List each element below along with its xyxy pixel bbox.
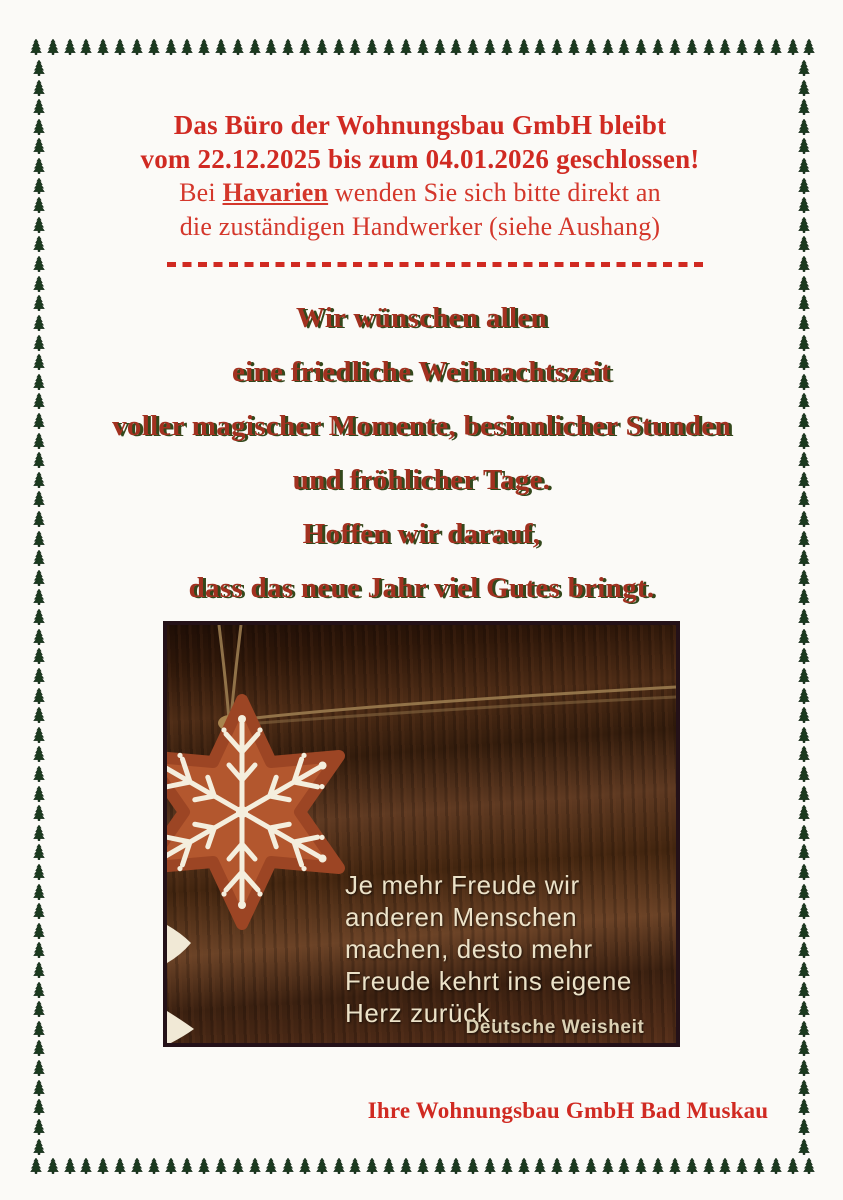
fir-tree-icon (434, 39, 446, 56)
fir-tree-icon (114, 39, 126, 56)
fir-tree-icon (400, 39, 412, 56)
fir-tree-icon (753, 39, 765, 56)
fir-tree-icon (798, 138, 810, 155)
fir-tree-icon (215, 1158, 227, 1175)
fir-tree-icon (450, 39, 462, 56)
tree-border-bottom (30, 1158, 816, 1175)
fir-tree-icon (798, 256, 810, 273)
fir-tree-icon (798, 786, 810, 803)
fir-tree-icon (249, 1158, 261, 1175)
fir-tree-icon (33, 766, 45, 783)
fir-tree-icon (686, 1158, 698, 1175)
fir-tree-icon (33, 864, 45, 881)
quote-line: machen, desto mehr (345, 934, 593, 964)
fir-tree-icon (798, 727, 810, 744)
fir-tree-icon (33, 786, 45, 803)
notice-line-3-prefix: Bei (179, 178, 223, 207)
fir-tree-icon (798, 197, 810, 214)
fir-tree-icon (798, 805, 810, 822)
fir-tree-icon (484, 1158, 496, 1175)
fir-tree-icon (383, 39, 395, 56)
fir-tree-icon (33, 844, 45, 861)
quote-line: Je mehr Freude wir (345, 870, 580, 900)
fir-tree-icon (736, 39, 748, 56)
fir-tree-icon (798, 668, 810, 685)
fir-tree-icon (551, 39, 563, 56)
dashed-divider (167, 262, 708, 267)
fir-tree-icon (316, 39, 328, 56)
fir-tree-icon (148, 39, 160, 56)
fir-tree-icon (450, 1158, 462, 1175)
fir-tree-icon (417, 1158, 429, 1175)
fir-tree-icon (165, 39, 177, 56)
wish-line: voller magischer Momente, besinnlicher Stunden (112, 410, 731, 442)
fir-tree-icon (33, 158, 45, 175)
fir-tree-icon (798, 629, 810, 646)
fir-tree-icon (131, 39, 143, 56)
fir-tree-icon (33, 276, 45, 293)
fir-tree-icon (33, 1001, 45, 1018)
quote-line: Herz zurück. (345, 998, 499, 1028)
fir-tree-icon (232, 39, 244, 56)
fir-tree-icon (33, 1040, 45, 1057)
fir-tree-icon (47, 39, 59, 56)
fir-tree-icon (33, 60, 45, 77)
fir-tree-icon (417, 39, 429, 56)
fir-tree-icon (265, 1158, 277, 1175)
fir-tree-icon (787, 1158, 799, 1175)
notice-line-2: vom 22.12.2025 bis zum 04.01.2026 geschlossen! (140, 144, 700, 174)
fir-tree-icon (33, 629, 45, 646)
fir-tree-icon (434, 1158, 446, 1175)
fir-tree-icon (33, 962, 45, 979)
fir-tree-icon (798, 80, 810, 97)
fir-tree-icon (736, 1158, 748, 1175)
fir-tree-icon (719, 1158, 731, 1175)
fir-tree-icon (686, 39, 698, 56)
signature-line: Ihre Wohnungsbau GmbH Bad Muskau (367, 1098, 769, 1123)
fir-tree-icon (669, 1158, 681, 1175)
quote-attribution: Deutsche Weisheit (465, 1017, 645, 1038)
fir-tree-icon (131, 1158, 143, 1175)
fir-tree-icon (585, 1158, 597, 1175)
fir-tree-icon (770, 39, 782, 56)
fir-tree-icon (33, 1139, 45, 1156)
fir-tree-icon (703, 39, 715, 56)
closure-notice (60, 108, 780, 244)
holiday-wishes (40, 302, 803, 626)
fir-tree-icon (798, 648, 810, 665)
fir-tree-icon (33, 825, 45, 842)
quote-line: Freude kehrt ins eigene (345, 966, 632, 996)
fir-tree-icon (33, 805, 45, 822)
fir-tree-icon (798, 864, 810, 881)
fir-tree-icon (798, 236, 810, 253)
fir-tree-icon (148, 1158, 160, 1175)
fir-tree-icon (798, 1021, 810, 1038)
fir-tree-icon (803, 39, 815, 56)
notice-line-3-suffix: wenden Sie sich bitte direkt an (328, 178, 661, 207)
fir-tree-icon (333, 39, 345, 56)
fir-tree-icon (33, 1099, 45, 1116)
fir-tree-icon (798, 119, 810, 136)
fir-tree-icon (635, 39, 647, 56)
fir-tree-icon (282, 39, 294, 56)
fir-tree-icon (33, 688, 45, 705)
fir-tree-icon (33, 217, 45, 234)
fir-tree-icon (299, 1158, 311, 1175)
fir-tree-icon (602, 1158, 614, 1175)
fir-tree-icon (467, 39, 479, 56)
fir-tree-icon (798, 1040, 810, 1057)
fir-tree-icon (30, 1158, 42, 1175)
fir-tree-icon (198, 1158, 210, 1175)
fir-tree-icon (518, 39, 530, 56)
fir-tree-icon (798, 99, 810, 116)
fir-tree-icon (798, 903, 810, 920)
notice-line-1: Das Büro der Wohnungsbau GmbH bleibt (173, 110, 667, 140)
fir-tree-icon (366, 1158, 378, 1175)
notice-line-3 (60, 176, 780, 210)
fir-tree-icon (232, 1158, 244, 1175)
fir-tree-icon (33, 648, 45, 665)
fir-tree-icon (97, 39, 109, 56)
fir-tree-icon (33, 727, 45, 744)
fir-tree-icon (798, 923, 810, 940)
quote-text (345, 869, 675, 1029)
fir-tree-icon (249, 39, 261, 56)
fir-tree-icon (33, 119, 45, 136)
fir-tree-icon (798, 766, 810, 783)
fir-tree-icon (181, 1158, 193, 1175)
fir-tree-icon (80, 39, 92, 56)
fir-tree-icon (798, 688, 810, 705)
fir-tree-icon (383, 1158, 395, 1175)
wish-line: Wir wünschen allen (296, 302, 547, 334)
fir-tree-icon (568, 39, 580, 56)
fir-tree-icon (400, 1158, 412, 1175)
fir-tree-icon (467, 1158, 479, 1175)
fir-tree-icon (33, 99, 45, 116)
fir-tree-icon (798, 1139, 810, 1156)
fir-tree-icon (585, 39, 597, 56)
fir-tree-icon (30, 39, 42, 56)
fir-tree-icon (798, 825, 810, 842)
fir-tree-icon (798, 1119, 810, 1136)
wish-line: und fröhlicher Tage. (292, 464, 551, 496)
fir-tree-icon (798, 178, 810, 195)
fir-tree-icon (618, 1158, 630, 1175)
fir-tree-icon (534, 1158, 546, 1175)
fir-tree-icon (798, 1080, 810, 1097)
wish-line: dass das neue Jahr viel Gutes bringt. (188, 572, 655, 604)
fir-tree-icon (501, 1158, 513, 1175)
fir-tree-icon (64, 39, 76, 56)
fir-tree-icon (652, 1158, 664, 1175)
fir-tree-icon (787, 39, 799, 56)
fir-tree-icon (33, 903, 45, 920)
fir-tree-icon (798, 844, 810, 861)
fir-tree-icon (33, 1080, 45, 1097)
fir-tree-icon (33, 982, 45, 999)
fir-tree-icon (798, 962, 810, 979)
fir-tree-icon (33, 884, 45, 901)
fir-tree-icon (798, 1099, 810, 1116)
fir-tree-icon (33, 668, 45, 685)
fir-tree-icon (798, 707, 810, 724)
fir-tree-icon (618, 39, 630, 56)
quote-line: anderen Menschen (345, 902, 578, 932)
fir-tree-icon (798, 158, 810, 175)
fir-tree-icon (798, 1001, 810, 1018)
fir-tree-icon (349, 39, 361, 56)
fir-tree-icon (33, 236, 45, 253)
fir-tree-icon (703, 1158, 715, 1175)
fir-tree-icon (366, 39, 378, 56)
fir-tree-icon (114, 1158, 126, 1175)
fir-tree-icon (299, 39, 311, 56)
fir-tree-icon (265, 39, 277, 56)
fir-tree-icon (33, 1119, 45, 1136)
fir-tree-icon (568, 1158, 580, 1175)
fir-tree-icon (518, 1158, 530, 1175)
fir-tree-icon (798, 1060, 810, 1077)
fir-tree-icon (33, 1021, 45, 1038)
fir-tree-icon (33, 138, 45, 155)
fir-tree-icon (33, 80, 45, 97)
fir-tree-icon (165, 1158, 177, 1175)
fir-tree-icon (798, 746, 810, 763)
christmas-quote-photo (163, 621, 680, 1047)
notice-line-4: die zuständigen Handwerker (siehe Aushang) (179, 212, 661, 241)
fir-tree-icon (753, 1158, 765, 1175)
fir-tree-icon (33, 942, 45, 959)
fir-tree-icon (484, 39, 496, 56)
fir-tree-icon (798, 217, 810, 234)
fir-tree-icon (316, 1158, 328, 1175)
fir-tree-icon (33, 746, 45, 763)
fir-tree-icon (33, 707, 45, 724)
fir-tree-icon (602, 39, 614, 56)
fir-tree-icon (333, 1158, 345, 1175)
fir-tree-icon (33, 1060, 45, 1077)
fir-tree-icon (33, 256, 45, 273)
fir-tree-icon (652, 39, 664, 56)
wish-line: eine friedliche Weihnachtszeit (232, 356, 611, 388)
fir-tree-icon (669, 39, 681, 56)
fir-tree-icon (64, 1158, 76, 1175)
fir-tree-icon (215, 39, 227, 56)
fir-tree-icon (798, 942, 810, 959)
fir-tree-icon (33, 923, 45, 940)
fir-tree-icon (349, 1158, 361, 1175)
fir-tree-icon (798, 276, 810, 293)
fir-tree-icon (33, 197, 45, 214)
fir-tree-icon (198, 39, 210, 56)
fir-tree-icon (551, 1158, 563, 1175)
fir-tree-icon (282, 1158, 294, 1175)
fir-tree-icon (719, 39, 731, 56)
fir-tree-icon (798, 982, 810, 999)
fir-tree-icon (80, 1158, 92, 1175)
tree-border-top (30, 39, 816, 56)
fir-tree-icon (803, 1158, 815, 1175)
fir-tree-icon (181, 39, 193, 56)
fir-tree-icon (635, 1158, 647, 1175)
fir-tree-icon (47, 1158, 59, 1175)
fir-tree-icon (798, 60, 810, 77)
fir-tree-icon (534, 39, 546, 56)
fir-tree-icon (97, 1158, 109, 1175)
fir-tree-icon (798, 884, 810, 901)
havarien-emphasis: Havarien (222, 178, 329, 207)
fir-tree-icon (33, 178, 45, 195)
wish-line: Hoffen wir darauf, (302, 518, 541, 550)
fir-tree-icon (770, 1158, 782, 1175)
fir-tree-icon (501, 39, 513, 56)
